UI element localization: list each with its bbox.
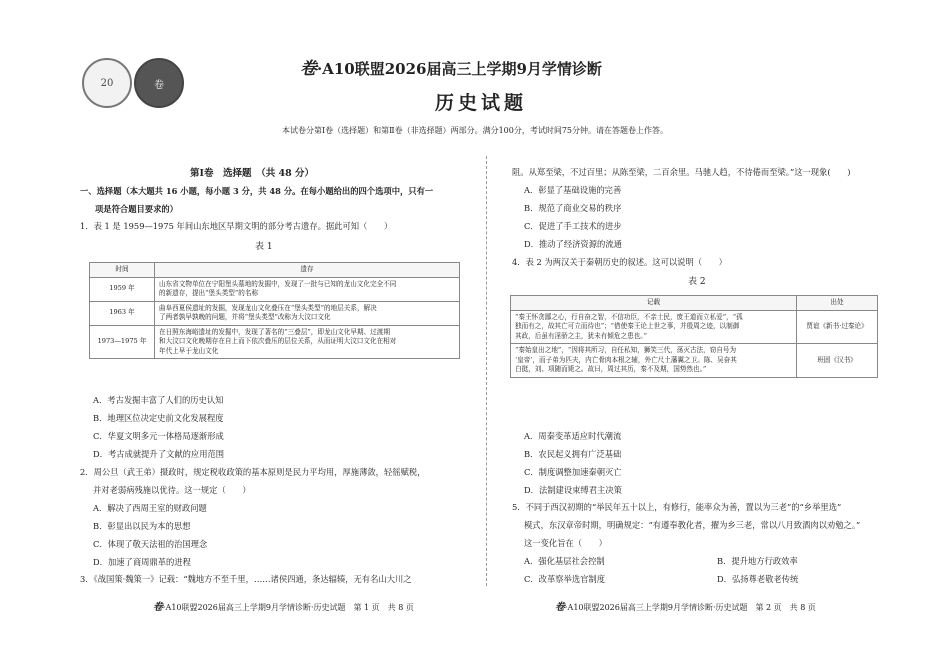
table-cell-time: 1963 年 [90, 301, 155, 325]
footer-right-text: ·A10联盟2026届高三上学期9月学情诊断·历史试题 第 2 页 共 8 页 [565, 603, 816, 612]
cell-line: 其政，后虽有淫骄之主，犹未有倾危之患也。” [515, 331, 647, 340]
footer-brand-mark: 卷 [153, 602, 163, 613]
cell-line: 独而有之，故其亡可立而待也”；“借使秦王论上世之事，并殷周之迹，以制御 [515, 322, 740, 331]
table-row [511, 344, 878, 378]
q2-option-d[interactable]: D．加速了商周鼎革的进程 [93, 557, 191, 567]
table-row [90, 263, 460, 278]
cell-line: “秦王怀贪鄙之心，行自奋之智，不信功臣，不亲士民，废王道而立私爱”，“孤 [515, 312, 743, 321]
table-cell-source: 贾谊《新书·过秦论》 [797, 310, 878, 344]
instruction-line-2: 项是符合题目要求的） [95, 204, 178, 214]
exam-notice: 本试卷分第Ⅰ卷（选择题）和第Ⅱ卷（非选择题）两部分。满分100分，考试时间75分钟。请在答题卷上作答。 [281, 126, 669, 135]
footer-brand-mark: 卷 [555, 602, 565, 613]
q3-stem: 3．《战国策·魏策一》记载：“魏地方不至千里，……诸侯四通，条达辐辏，无有名山大川之 [80, 574, 412, 584]
q1-option-c[interactable]: C．华夏文明多元一体格局逐渐形成 [93, 431, 224, 441]
section-title: 第Ⅰ卷 选择题 （共 48 分） [190, 168, 315, 179]
education-logo-text: 卷 [154, 79, 164, 91]
brand-mark: 卷 [300, 59, 317, 79]
q2-option-b[interactable]: B．彰显出以民为本的思想 [93, 521, 191, 531]
cell-line: 曲阜西夏侯遗址的发掘，发现龙山文化叠压在“堡头类型”的地层关系，解决 [159, 303, 377, 312]
footer-left [153, 598, 414, 613]
cell-line: 山东省文物单位在宁阳堡头墓地的发掘中，发现了一批与已知的龙山文化完全不同 [159, 279, 397, 288]
q4-option-d[interactable]: D．法制建设束缚君主决策 [524, 485, 622, 495]
q5-stem-line-2: 模式，东汉章帝时期，明确规定：“有遵奉教化者，擢为乡三老，常以八月致酒肉以劝勉之。” [524, 520, 861, 530]
table2-caption: 表 2 [688, 277, 706, 287]
cell-line: 的新遗存，提出“堡头类型”的名称 [159, 289, 259, 298]
q5-option-b[interactable]: B．提升地方行政效率 [717, 556, 798, 566]
footer-right [555, 598, 816, 613]
q3-option-b[interactable]: B．规范了商业交易的秩序 [524, 203, 622, 213]
table-cell-record [511, 344, 797, 378]
cell-line: “秦始皇出之地”，“因将其所习，自任私知，狮笑三代，荡灭古法，窃自号为 [515, 346, 737, 355]
table-cell-remains [155, 325, 460, 359]
table-cell-time: 1973—1975 年 [90, 325, 155, 359]
q4-stem: 4．表 2 为两汉关于秦朝历史的叙述。这可以说明（ ） [512, 257, 727, 267]
q5-stem-line-3: 这一变化旨在（ ） [524, 538, 607, 548]
cell-line: ‘皇帝’，而子弟为匹夫，内亡骨肉本根之辅，外亡尺土藩翼之卫。陈、吴奋其 [515, 355, 737, 364]
table-cell-source: 班固《汉书》 [797, 344, 878, 378]
q4-option-c[interactable]: C．制度调整加速秦朝灭亡 [524, 467, 622, 477]
table-header-source: 出处 [797, 296, 878, 311]
instruction-line-1: 一、选择题（本大题共 16 小题，每小题 3 分，共 48 分。在每小题给出的四个选项中，只有一 [80, 186, 434, 196]
table-2 [510, 295, 878, 378]
q3-option-c[interactable]: C．促进了手工技术的进步 [524, 221, 622, 231]
table-row [90, 301, 460, 325]
q1-stem: 1．表 1 是 1959—1975 年间山东地区早期文明的部分考古遗存。据此可知（ ） [80, 221, 393, 231]
table-row [90, 325, 460, 359]
q4-option-a[interactable]: A．周秦变革适应时代潮流 [524, 431, 622, 441]
cell-line: 和大汶口文化晚期存在自上而下依次叠压的层位关系，从而证明大汶口文化在相对 [159, 337, 397, 346]
table-row [511, 296, 878, 311]
q3-option-d[interactable]: D．推动了经济资源的流通 [524, 239, 622, 249]
table-header-time: 时间 [90, 263, 155, 278]
q2-stem-line-1: 2．周公旦（武王弟）摄政时，规定税收政策的基本原则是民力平均用，厚施薄敛，轻徭赋税， [80, 467, 426, 477]
table-row [511, 310, 878, 344]
q5-option-c[interactable]: C．改革察举选官制度 [524, 574, 606, 584]
q5-option-a[interactable]: A．强化基层社会控制 [524, 556, 605, 566]
table-cell-record [511, 310, 797, 344]
education-logo [134, 58, 184, 108]
q5-stem-line-1: 5．不同于西汉初期的“举民年五十以上，有修行，能率众为善，置以为三老”的“乡举里选” [512, 502, 842, 512]
q3-stem-continued: 阻。从郑至梁，不过百里；从陈至梁，二百余里。马驰人趋，不待倦而至梁。”这一现象( ) [512, 167, 851, 177]
cell-line: 了两者孰早孰晚的问题，并将“堡头类型”改称为大汶口文化 [159, 313, 331, 322]
table-cell-time: 1959 年 [90, 277, 155, 301]
school-logo [82, 58, 132, 108]
table-1 [89, 262, 460, 359]
q5-option-d[interactable]: D．弘扬尊老敬老传统 [717, 574, 799, 584]
cell-line: 在日照东海峪遗址的发掘中，发现了著名的“三叠层”，即龙山文化早期、过渡期 [159, 327, 390, 336]
cell-line: 白挺，刘、项随而毙之。故曰，周过其历，秦不及期，国势然也。” [515, 365, 707, 374]
table-cell-remains [155, 277, 460, 301]
q1-option-a[interactable]: A．考古发掘丰富了人们的历史认知 [93, 395, 224, 405]
subject-title: 历史试题 [435, 92, 528, 114]
q3-option-a[interactable]: A．彰显了基础设施的完善 [524, 185, 622, 195]
school-logo-text: 20 [100, 77, 114, 89]
table-header-record: 记载 [511, 296, 797, 311]
table-header-remains: 遗存 [155, 263, 460, 278]
exam-title-text: ·A10联盟2026届高三上学期9月学情诊断 [317, 60, 602, 78]
q4-option-b[interactable]: B．农民起义拥有广泛基础 [524, 449, 622, 459]
q1-option-d[interactable]: D．考古成就提升了文献的应用范围 [93, 449, 225, 459]
exam-title [300, 54, 602, 79]
q2-option-a[interactable]: A．解决了西周王室的财政问题 [93, 503, 207, 513]
q2-option-c[interactable]: C．体现了敬天法祖的治国理念 [93, 539, 208, 549]
table-cell-remains [155, 301, 460, 325]
column-divider [486, 156, 487, 586]
cell-line: 年代上早于龙山文化 [159, 346, 219, 355]
q1-option-b[interactable]: B．地理区位决定史前文化发展程度 [93, 413, 224, 423]
footer-left-text: ·A10联盟2026届高三上学期9月学情诊断·历史试题 第 1 页 共 8 页 [163, 603, 414, 612]
q2-stem-line-2: 并对老弱病残施以优待。这一规定（ ） [93, 485, 251, 495]
table-row [90, 277, 460, 301]
table1-caption: 表 1 [255, 242, 273, 252]
